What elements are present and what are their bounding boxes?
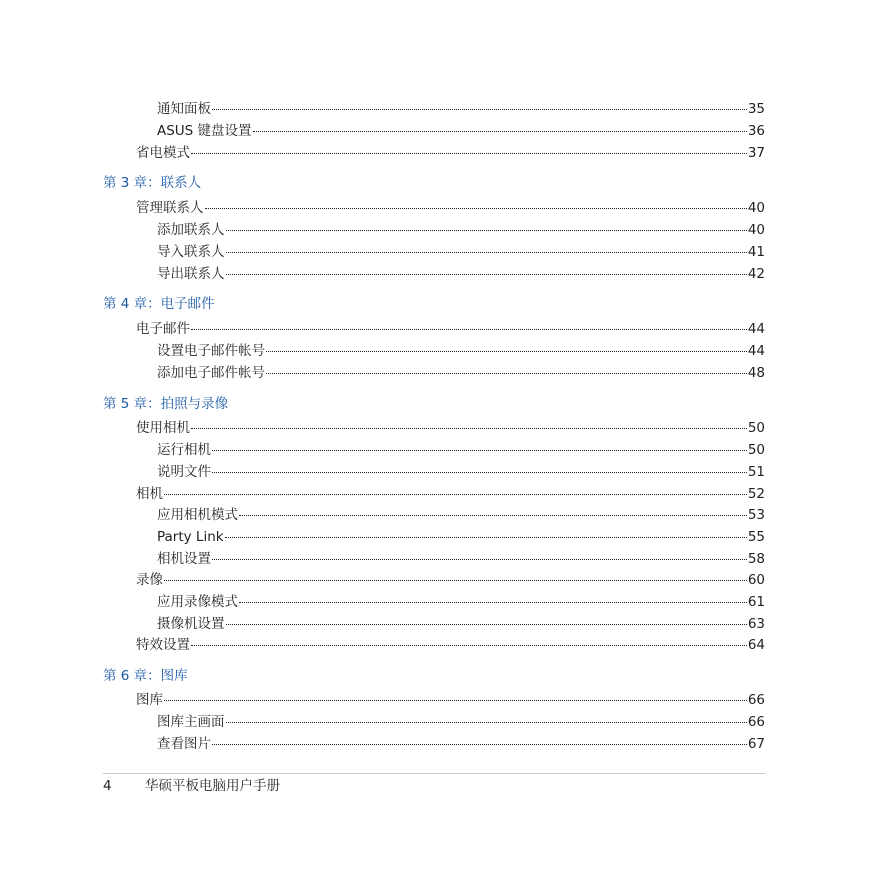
toc-entry[interactable] xyxy=(157,220,765,240)
toc-entry-page-number: 44 xyxy=(747,321,765,337)
dot-leader xyxy=(226,251,747,253)
toc-entry[interactable] xyxy=(157,363,765,383)
toc-entry-page-number: 40 xyxy=(747,222,765,238)
toc-entry-page-number: 35 xyxy=(747,101,765,117)
dot-leader xyxy=(253,130,747,132)
dot-leader xyxy=(226,721,747,723)
toc-entry-page-number: 66 xyxy=(747,692,765,708)
toc-entry[interactable] xyxy=(136,484,765,504)
toc-entry[interactable] xyxy=(136,570,765,590)
toc-entry[interactable] xyxy=(157,527,765,547)
toc-entry-label: 应用相机模式 xyxy=(157,507,238,523)
toc-entry-page-number: 67 xyxy=(747,736,765,752)
toc-entry-page-number: 44 xyxy=(747,343,765,359)
toc-entry-label: 应用录像模式 xyxy=(157,594,238,610)
toc-entry-page-number: 41 xyxy=(747,244,765,260)
toc-entry[interactable] xyxy=(157,242,765,262)
dot-leader xyxy=(225,536,747,538)
toc-entry-page-number: 50 xyxy=(747,442,765,458)
toc-entry-label: 省电模式 xyxy=(136,145,190,161)
dot-leader xyxy=(164,579,747,581)
toc-entry-label: 摄像机设置 xyxy=(157,616,225,632)
chapter-heading: 第 6 章：图库 xyxy=(103,668,188,684)
toc-entry-page-number: 61 xyxy=(747,594,765,610)
toc-entry-page-number: 66 xyxy=(747,714,765,730)
toc-entry-page-number: 37 xyxy=(747,145,765,161)
dot-leader xyxy=(191,328,747,330)
toc-entry[interactable] xyxy=(157,712,765,732)
toc-entry[interactable] xyxy=(136,418,765,438)
toc-entry[interactable] xyxy=(157,99,765,119)
dot-leader xyxy=(266,372,747,374)
footer-manual-title: 华硕平板电脑用户手册 xyxy=(145,778,280,794)
chapter-heading: 第 4 章：电子邮件 xyxy=(103,296,215,312)
toc-entry[interactable] xyxy=(136,635,765,655)
toc-entry-label: 导出联系人 xyxy=(157,266,225,282)
toc-entry-label: 电子邮件 xyxy=(136,321,190,337)
dot-leader xyxy=(164,699,747,701)
toc-entry-label: 相机 xyxy=(136,486,163,502)
toc-entry[interactable] xyxy=(136,690,765,710)
toc-entry-label: 录像 xyxy=(136,572,163,588)
toc-entry-page-number: 64 xyxy=(747,637,765,653)
toc-entry[interactable] xyxy=(157,264,765,284)
dot-leader xyxy=(191,644,747,646)
toc-entry-page-number: 50 xyxy=(747,420,765,436)
chapter-heading: 第 5 章：拍照与录像 xyxy=(103,396,229,412)
toc-entry-label: 管理联系人 xyxy=(136,200,204,216)
dot-leader xyxy=(191,427,747,429)
dot-leader xyxy=(226,229,747,231)
toc-entry[interactable] xyxy=(157,614,765,634)
toc-entry[interactable] xyxy=(157,505,765,525)
toc-entry-page-number: 42 xyxy=(747,266,765,282)
footer-divider xyxy=(103,773,765,774)
toc-entry-label: 特效设置 xyxy=(136,637,190,653)
chapter-heading: 第 3 章：联系人 xyxy=(103,175,202,191)
toc-entry-page-number: 51 xyxy=(747,464,765,480)
dot-leader xyxy=(212,449,747,451)
toc-entry-page-number: 55 xyxy=(747,529,765,545)
toc-entry-page-number: 52 xyxy=(747,486,765,502)
toc-entry[interactable] xyxy=(157,121,765,141)
toc-entry-page-number: 40 xyxy=(747,200,765,216)
toc-entry[interactable] xyxy=(157,462,765,482)
dot-leader xyxy=(212,743,747,745)
toc-entry-label: 查看图片 xyxy=(157,736,211,752)
toc-entry[interactable] xyxy=(136,319,765,339)
toc-entry[interactable] xyxy=(157,549,765,569)
dot-leader xyxy=(205,207,747,209)
toc-entry-label: 通知面板 xyxy=(157,101,211,117)
toc-entry-page-number: 63 xyxy=(747,616,765,632)
dot-leader xyxy=(212,471,747,473)
toc-entry[interactable] xyxy=(157,440,765,460)
toc-entry-label: 说明文件 xyxy=(157,464,211,480)
toc-entry-label: 运行相机 xyxy=(157,442,211,458)
toc-entry-label: ASUS 键盘设置 xyxy=(157,123,252,139)
dot-leader xyxy=(266,350,747,352)
toc-entry-label: 设置电子邮件帐号 xyxy=(157,343,265,359)
toc-entry-label: 图库主画面 xyxy=(157,714,225,730)
toc-entry[interactable] xyxy=(136,198,765,218)
toc-entry-page-number: 36 xyxy=(747,123,765,139)
toc-entry-label: 添加联系人 xyxy=(157,222,225,238)
toc-entry[interactable] xyxy=(157,734,765,754)
toc-entry-page-number: 60 xyxy=(747,572,765,588)
toc-entry-label: 导入联系人 xyxy=(157,244,225,260)
dot-leader xyxy=(226,623,747,625)
dot-leader xyxy=(239,601,747,603)
dot-leader xyxy=(164,493,747,495)
dot-leader xyxy=(226,273,747,275)
toc-entry-label: 添加电子邮件帐号 xyxy=(157,365,265,381)
toc-entry[interactable] xyxy=(157,592,765,612)
toc-entry[interactable] xyxy=(136,143,765,163)
toc-entry-label: 相机设置 xyxy=(157,551,211,567)
toc-entry-label: Party Link xyxy=(157,529,224,545)
dot-leader xyxy=(191,152,747,154)
toc-entry-label: 使用相机 xyxy=(136,420,190,436)
footer-page-number: 4 xyxy=(103,778,112,794)
dot-leader xyxy=(239,514,747,516)
toc-entry-page-number: 58 xyxy=(747,551,765,567)
toc-entry-label: 图库 xyxy=(136,692,163,708)
dot-leader xyxy=(212,108,747,110)
toc-entry-page-number: 53 xyxy=(747,507,765,523)
toc-entry[interactable] xyxy=(157,341,765,361)
toc-entry-page-number: 48 xyxy=(747,365,765,381)
dot-leader xyxy=(212,558,747,560)
